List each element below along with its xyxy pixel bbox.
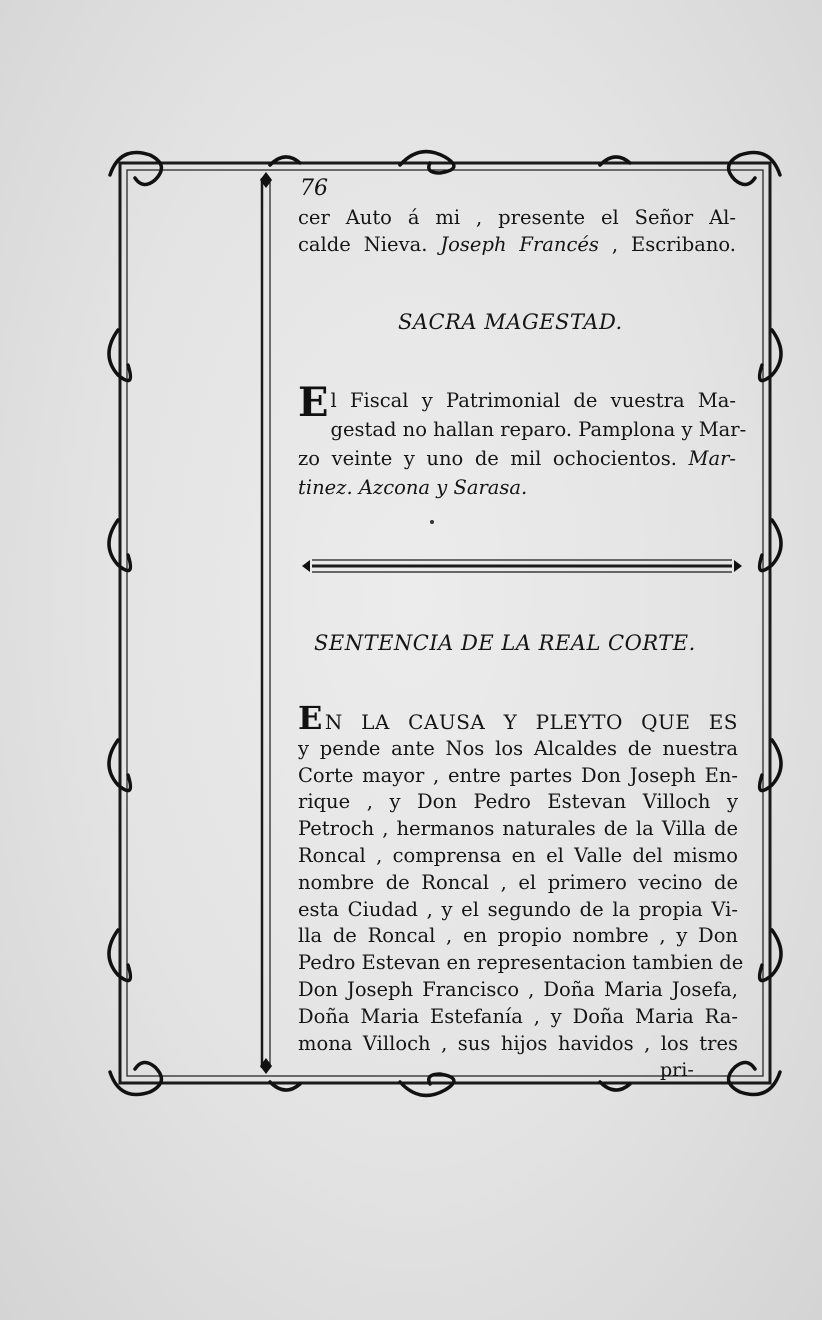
text-line — [298, 231, 736, 258]
section1-paragraph — [298, 379, 747, 502]
text-line — [298, 444, 736, 473]
signatures: tinez. Azcona y Sarasa. — [298, 476, 528, 499]
text-line: mona Villoch , sus hijos havidos , los tres — [298, 1031, 738, 1055]
text-line: Doña Maria Estefanía , y Doña Maria Ra- — [298, 1004, 738, 1028]
text-line: Roncal , comprensa en el Valle del mismo — [298, 843, 738, 867]
text-line: calde Nieva. — [298, 233, 428, 256]
opening-caps: N LA CAUSA Y PLEYTO QUE ES — [324, 710, 738, 734]
text-line: gestad no hallan reparo. Pamplona y Mar- — [330, 418, 747, 441]
text-line: rique , y Don Pedro Estevan Villoch y — [298, 790, 738, 814]
drop-cap: E — [298, 379, 329, 426]
scribe-signature: Joseph Francés — [440, 233, 599, 256]
text-line: lla de Roncal , en propio nombre , y Don — [298, 924, 738, 948]
text-line: zo veinte y uno de mil ochocientos. — [298, 447, 677, 470]
scribe-title: , Escribano. — [611, 233, 737, 256]
signature-part: Mar- — [688, 447, 736, 470]
text-line: esta Ciudad , y el segundo de la propia Vi- — [298, 897, 738, 921]
drop-cap: E — [298, 699, 323, 737]
text-line: nombre de Roncal , el primero vecino de — [298, 870, 738, 894]
text-line: Corte mayor , entre partes Don Joseph En- — [298, 763, 738, 787]
page-number: 76 — [300, 176, 328, 201]
opening-paragraph — [298, 204, 736, 258]
catchword: pri- — [660, 1059, 694, 1081]
section2-paragraph — [298, 699, 744, 1057]
text-line: cer Auto á mi , presente el Señor Al- — [298, 206, 736, 229]
ink-speck — [430, 520, 434, 524]
text-line: y pende ante Nos los Alcaldes de nuestra — [298, 736, 738, 760]
section-heading-sentencia: SENTENCIA DE LA REAL CORTE. — [314, 631, 696, 655]
section-heading-sacra-magestad: SACRA MAGESTAD. — [398, 310, 623, 334]
text-line: l Fiscal y Patrimonial de vuestra Ma- — [330, 389, 736, 412]
text-line: Don Joseph Francisco , Doña Maria Josefa, — [298, 977, 738, 1001]
text-line: Petroch , hermanos naturales de la Villa de — [298, 817, 738, 841]
text-line — [298, 699, 738, 737]
text-line: Pedro Estevan en representacion tambien de — [298, 951, 744, 975]
